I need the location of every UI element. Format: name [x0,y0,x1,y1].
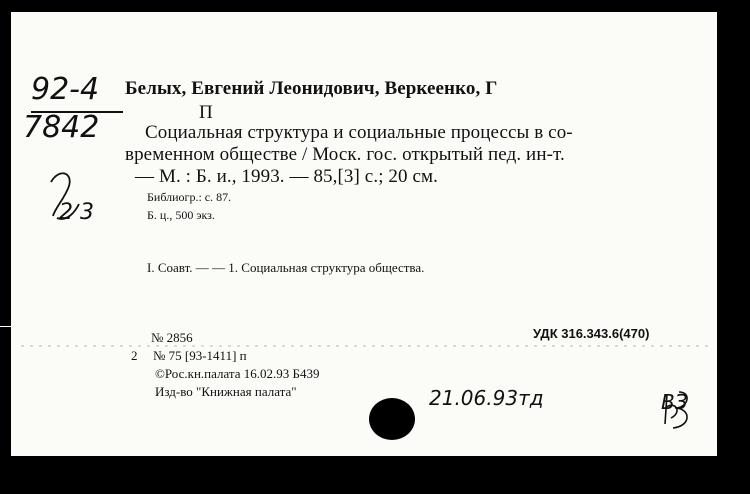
copies-count: 2 [131,348,138,363]
record-number: № 2856 [151,330,193,345]
handwritten-mark: 2 3 [59,200,94,225]
author-initial: П [199,102,213,123]
bibliography-note: Библиогр.: с. 87. [147,190,232,204]
shelf-mark-top: 92-4 [31,72,100,107]
title-line-2: временном обществе / Моск. гос. открытый пед. ин-т. [125,144,565,165]
title-line-1: Социальная структура и социальные процессы в со- [145,122,573,143]
publisher-line: Изд-во "Книжная палата" [155,384,297,399]
number-line: № 75 [93-1411] п [153,348,247,363]
author-line: Белых, Евгений Леонидович, Веркеенко, Г [125,78,498,99]
handwritten-date: 21.06.93тд [429,386,544,410]
udk-code: УДК 316.343.6(470) [533,326,650,341]
subject-tracing: I. Соавт. — — 1. Социальная структура общества. [147,260,425,275]
title-line-3: — М. : Б. и., 1993. — 85,[3] с.; 20 см. [135,166,438,187]
catalog-card [11,12,717,456]
shelf-mark-bottom: 7842 [23,110,100,145]
price-circulation-note: Б. ц., 500 экз. [147,208,215,222]
handwritten-initials: ВЗ [661,390,688,414]
book-chamber-line: ©Рос.кн.палата 16.02.93 Б439 [155,366,320,381]
ink-blot [369,398,415,440]
